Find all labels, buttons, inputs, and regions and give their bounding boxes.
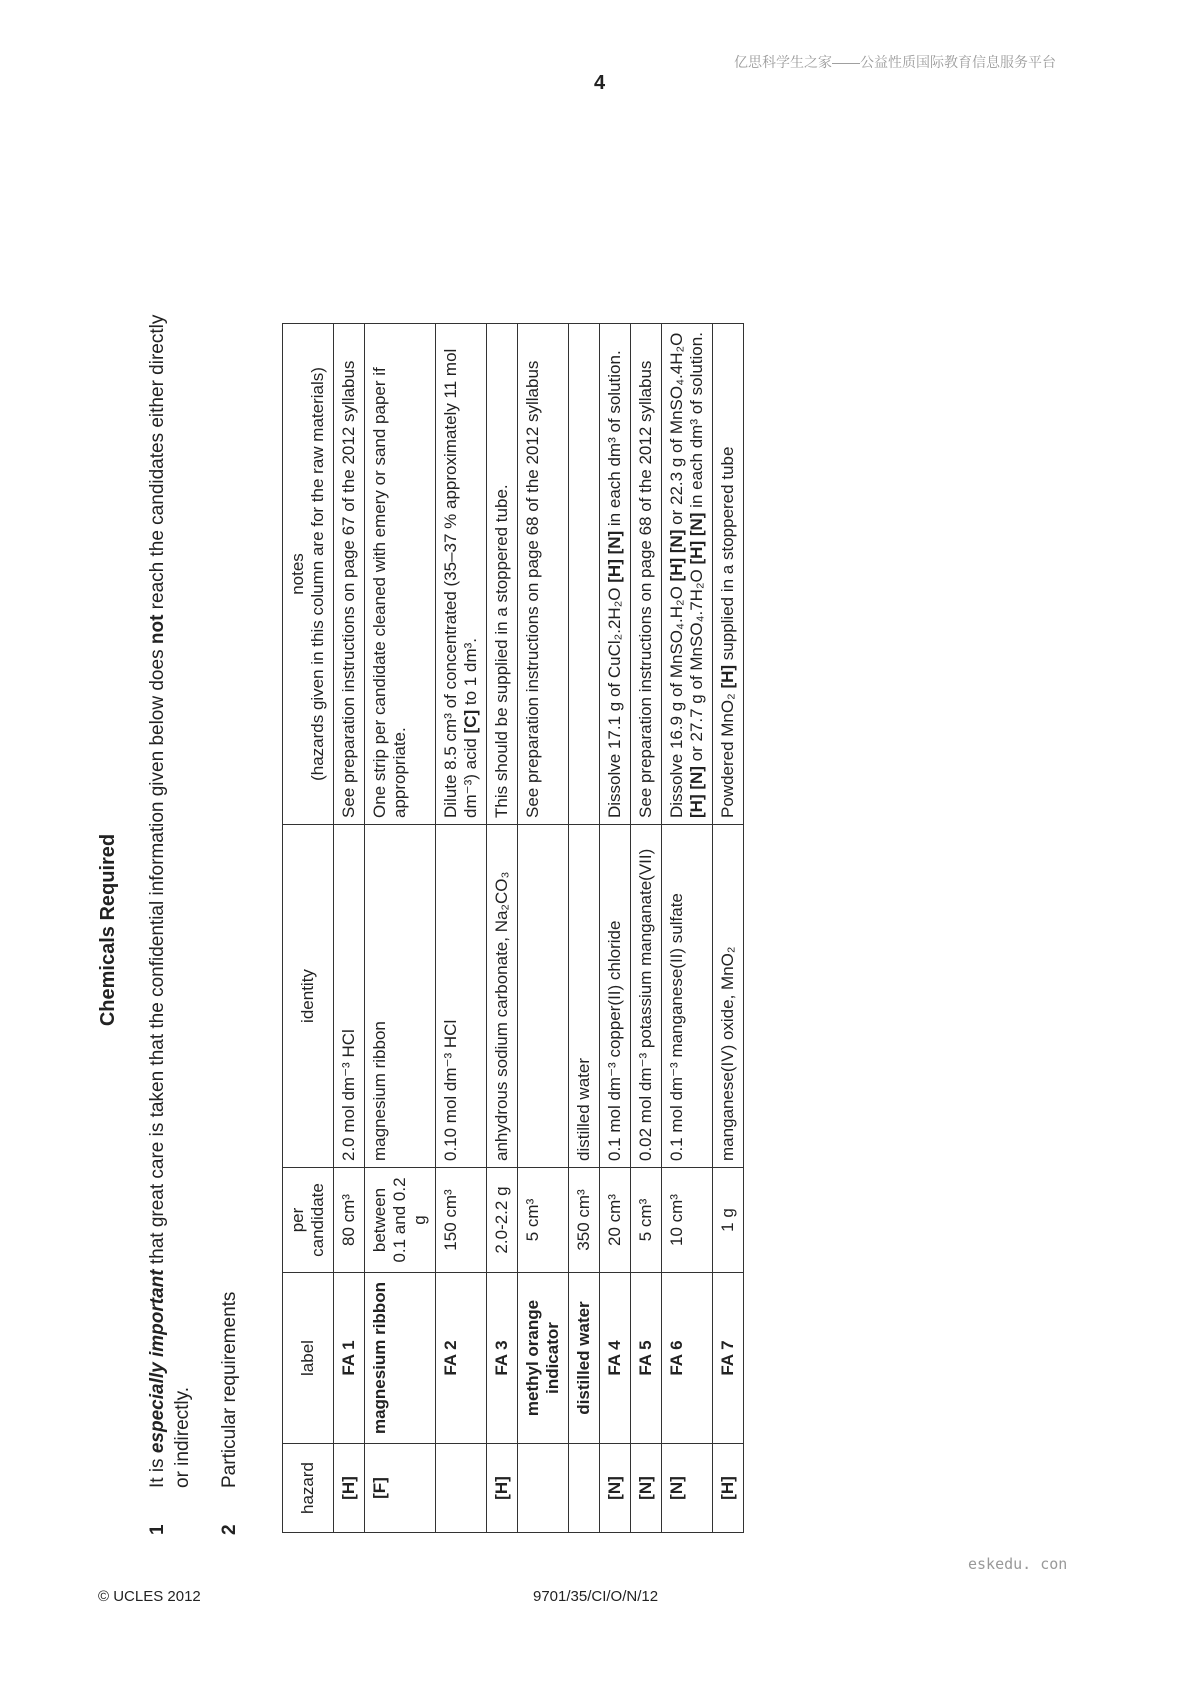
header-identity: identity xyxy=(283,825,334,1168)
cell-notes: One strip per candidate cleaned with emery or sand paper if appropriate. xyxy=(365,324,436,825)
cell-identity: 0.1 mol dm⁻³ copper(II) chloride xyxy=(600,825,631,1168)
cell-identity xyxy=(518,825,569,1168)
cell-notes: See preparation instructions on page 68 of the 2012 syllabus xyxy=(631,324,662,825)
cell-hazard: [N] xyxy=(631,1444,662,1533)
cell-identity: magnesium ribbon xyxy=(365,825,436,1168)
cell-per-candidate: 1 g xyxy=(713,1168,744,1273)
item-2-text: Particular requirements xyxy=(219,1291,240,1488)
header-label: label xyxy=(283,1273,334,1444)
table-header-row xyxy=(283,324,334,1533)
section-title: Chemicals Required xyxy=(97,833,119,1027)
cell-label: FA 6 xyxy=(662,1273,713,1444)
cell-per-candidate: 20 cm³ xyxy=(600,1168,631,1273)
cell-hazard xyxy=(518,1444,569,1533)
cell-label: distilled water xyxy=(569,1273,600,1444)
hazard-code: [C] xyxy=(461,709,480,734)
item-2 xyxy=(217,295,242,1535)
page-number: 4 xyxy=(594,72,606,94)
cell-identity: anhydrous sodium carbonate, Na₂CO₃ xyxy=(487,825,518,1168)
table-row xyxy=(487,324,518,1533)
cell-per-candidate: 2.0-2.2 g xyxy=(487,1168,518,1273)
cell-notes: Dissolve 16.9 g of MnSO₄.H₂O [H] [N] or 22.3 g of MnSO₄.4H₂O [H] [N] or 27.7 g of MnSO₄.7H₂O [H] [N] in each dm³ of solution. xyxy=(662,324,713,825)
cell-per-candidate: 350 cm³ xyxy=(569,1168,600,1273)
table-row xyxy=(600,324,631,1533)
hazard-code: [H] xyxy=(718,664,737,689)
table-row xyxy=(365,324,436,1533)
table-row xyxy=(436,324,487,1533)
cell-hazard: [N] xyxy=(662,1444,713,1533)
cell-identity: distilled water xyxy=(569,825,600,1168)
cell-notes: Powdered MnO₂ [H] supplied in a stoppered tube xyxy=(713,324,744,825)
table-row xyxy=(631,324,662,1533)
cell-label: FA 4 xyxy=(600,1273,631,1444)
cell-label: magnesium ribbon xyxy=(365,1273,436,1444)
cell-identity: 0.02 mol dm⁻³ potassium manganate(VII) xyxy=(631,825,662,1168)
item-2-number: 2 xyxy=(219,1524,240,1535)
cell-label: FA 3 xyxy=(487,1273,518,1444)
cell-notes xyxy=(569,324,600,825)
cell-per-candidate: 5 cm³ xyxy=(631,1168,662,1273)
footer-paper-code: 9701/35/CI/O/N/12 xyxy=(533,1588,659,1605)
chemicals-table xyxy=(282,323,744,1533)
cell-hazard: [F] xyxy=(365,1444,436,1533)
hazard-code: [H] [N] xyxy=(687,766,706,818)
item-1-number: 1 xyxy=(147,1524,168,1535)
table-row xyxy=(334,324,365,1533)
cell-notes: Dissolve 17.1 g of CuCl₂.2H₂O [H] [N] in each dm³ of solution. xyxy=(600,324,631,825)
hazard-code: [H] [N] xyxy=(605,530,624,583)
cell-notes: See preparation instructions on page 67 of the 2012 syllabus xyxy=(334,324,365,825)
header-notes-title: notes xyxy=(288,553,307,595)
cell-per-candidate: 10 cm³ xyxy=(662,1168,713,1273)
footer-watermark: eskedu. con xyxy=(968,1555,1068,1573)
cell-notes: See preparation instructions on page 68 of the 2012 syllabus xyxy=(518,324,569,825)
table-row xyxy=(518,324,569,1533)
cell-per-candidate: 80 cm³ xyxy=(334,1168,365,1273)
item-1-text: It is especially important that great care is taken that the confidential information given below does not reach the candidates either directly or indirectly. xyxy=(147,314,193,1488)
cell-hazard: [H] xyxy=(713,1444,744,1533)
cell-per-candidate: between 0.1 and 0.2 g xyxy=(365,1168,436,1273)
cell-label: FA 5 xyxy=(631,1273,662,1444)
table-row xyxy=(713,324,744,1533)
cell-label: FA 2 xyxy=(436,1273,487,1444)
header-watermark: 亿思科学生之家——公益性质国际教育信息服务平台 xyxy=(734,54,1056,70)
cell-label: methyl orange indicator xyxy=(518,1273,569,1444)
hazard-code: [H] [N] xyxy=(687,512,706,565)
footer-copyright: © UCLES 2012 xyxy=(98,1588,201,1605)
header-per-candidate: per candidate xyxy=(283,1168,334,1273)
cell-identity: manganese(IV) oxide, MnO₂ xyxy=(713,825,744,1168)
header-notes-subtitle: (hazards given in this column are for the raw materials) xyxy=(308,367,327,781)
table-row xyxy=(569,324,600,1533)
hazard-code: [H] [N] xyxy=(667,529,686,582)
cell-per-candidate: 5 cm³ xyxy=(518,1168,569,1273)
cell-hazard xyxy=(569,1444,600,1533)
cell-identity: 0.1 mol dm⁻³ manganese(II) sulfate xyxy=(662,825,713,1168)
cell-notes: This should be supplied in a stoppered tube. xyxy=(487,324,518,825)
cell-label: FA 7 xyxy=(713,1273,744,1444)
cell-per-candidate: 150 cm³ xyxy=(436,1168,487,1273)
cell-notes: Dilute 8.5 cm³ of concentrated (35–37 % approximately 11 mol dm⁻³) acid [C] to 1 dm³. xyxy=(436,324,487,825)
cell-label: FA 1 xyxy=(334,1273,365,1444)
cell-identity: 0.10 mol dm⁻³ HCl xyxy=(436,825,487,1168)
item-1 xyxy=(145,295,195,1535)
cell-hazard: [H] xyxy=(334,1444,365,1533)
rotated-content xyxy=(85,280,965,1580)
cell-hazard: [H] xyxy=(487,1444,518,1533)
table-row xyxy=(662,324,713,1533)
cell-hazard: [N] xyxy=(600,1444,631,1533)
header-notes xyxy=(283,324,334,825)
cell-hazard xyxy=(436,1444,487,1533)
header-hazard: hazard xyxy=(283,1444,334,1533)
cell-identity: 2.0 mol dm⁻³ HCl xyxy=(334,825,365,1168)
